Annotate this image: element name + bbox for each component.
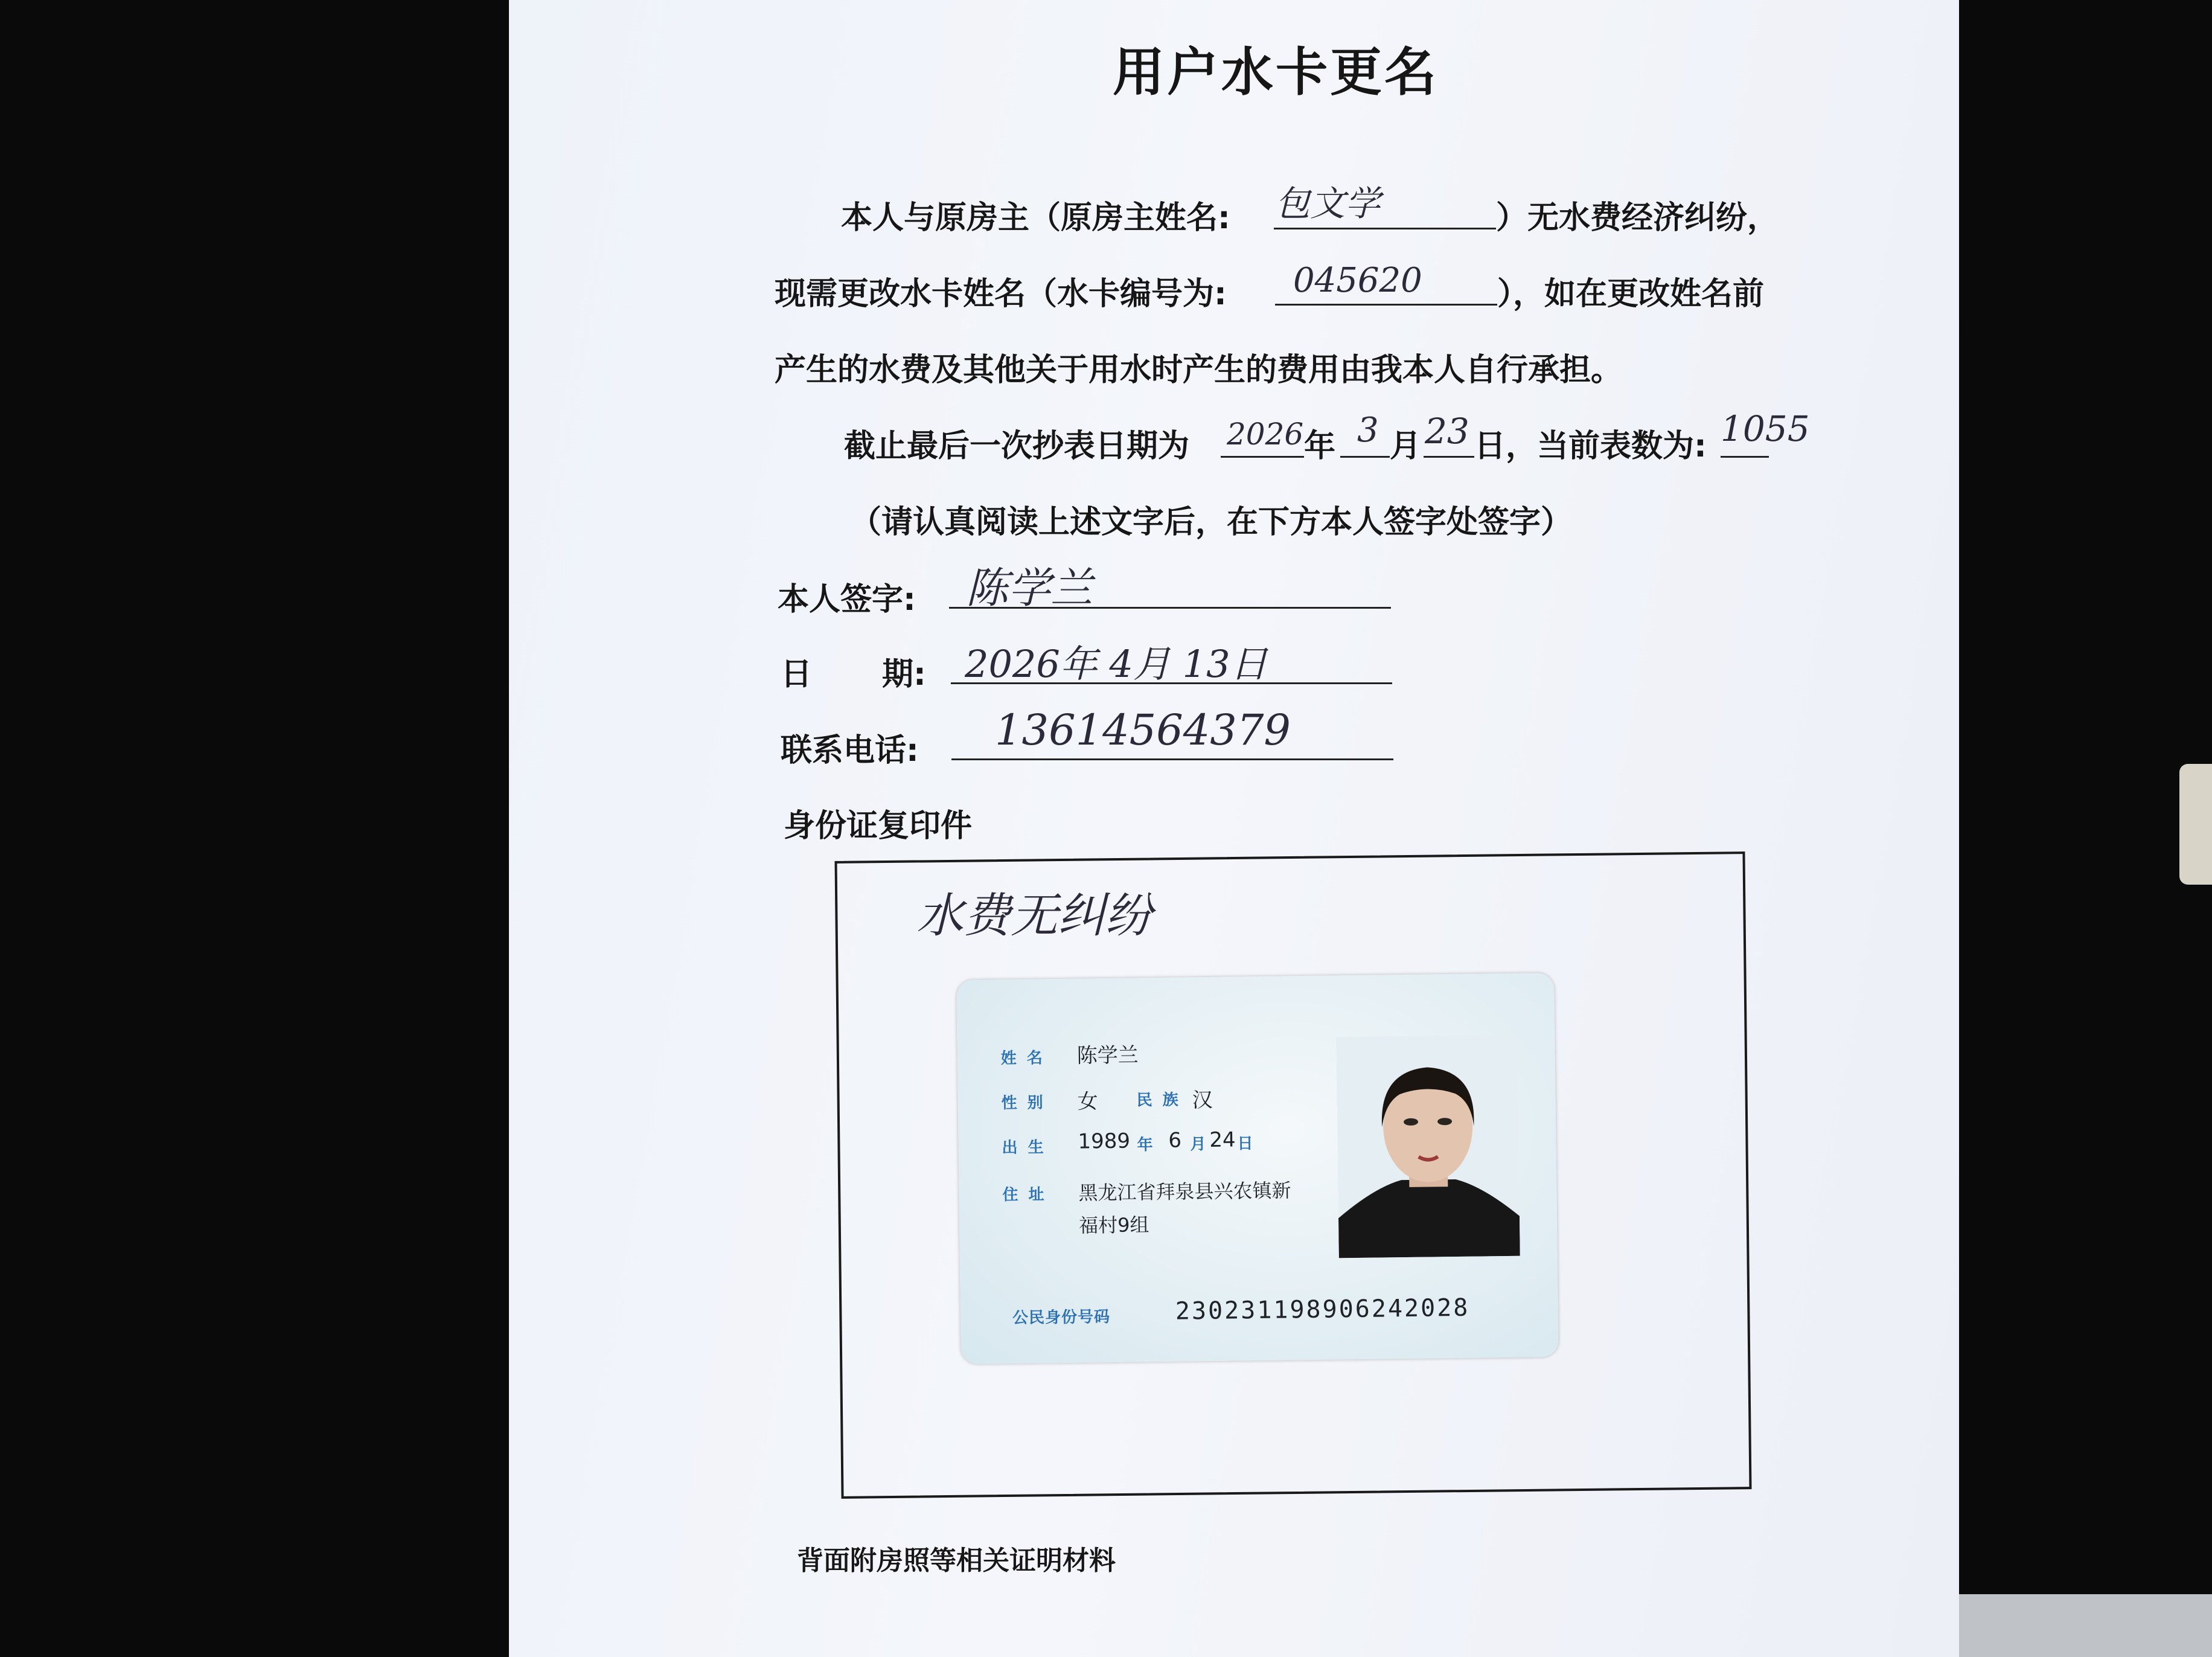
id-gender-label: 性 别 — [1001, 1094, 1046, 1113]
id-name-value: 陈学兰 — [1076, 1043, 1139, 1068]
back-note: 背面附房照等相关证明材料 — [797, 1545, 1116, 1576]
paragraph-2-prefix: 现需更改水卡姓名（水卡编号为: — [775, 276, 1227, 312]
signing-instruction: （请认真阅读上述文字后，在下方本人签字处签字） — [850, 504, 1573, 540]
phone-label: 联系电话: — [781, 732, 919, 769]
id-birth-year: 1989 — [1078, 1129, 1131, 1154]
paragraph-3: 产生的水费及其他关于用水时产生的费用由我本人自行承担。 — [775, 352, 1623, 388]
id-birth-month-unit: 月 — [1190, 1135, 1206, 1154]
day-unit-and-meter-label: 日，当前表数为: — [1474, 428, 1707, 464]
reading-month-handwriting: 3 — [1357, 411, 1379, 450]
year-unit: 年 — [1304, 428, 1336, 464]
reading-day-handwriting: 23 — [1425, 411, 1469, 452]
id-name-label: 姓 名 — [1000, 1049, 1045, 1068]
id-card — [956, 973, 1559, 1364]
id-address-line2: 福村9组 — [1078, 1213, 1149, 1237]
reading-day-line — [1424, 456, 1474, 458]
paragraph-2-suffix: ），如在更改姓名前 — [1497, 276, 1765, 312]
signature-handwriting: 陈学兰 — [966, 563, 1093, 613]
card-number-handwriting: 045620 — [1293, 261, 1422, 300]
id-birth-year-unit: 年 — [1137, 1136, 1153, 1155]
id-ethnicity-value: 汉 — [1192, 1088, 1213, 1113]
owner-name-line — [1274, 228, 1496, 229]
date-label-second-part: 期: — [882, 656, 926, 693]
id-copy-label: 身份证复印件 — [784, 808, 973, 844]
id-address-label: 住 址 — [1002, 1185, 1047, 1205]
signature-label: 本人签字: — [778, 582, 916, 618]
month-unit: 月 — [1390, 428, 1422, 464]
id-address-line1: 黑龙江省拜泉县兴农镇新 — [1078, 1179, 1291, 1205]
paper-scrap — [2179, 764, 2212, 885]
id-birth-month: 6 — [1168, 1128, 1182, 1153]
paragraph-4-prefix: 截止最后一次抄表日期为 — [844, 428, 1190, 464]
card-number-line — [1275, 304, 1497, 306]
phone-handwriting: 13614564379 — [995, 705, 1291, 755]
id-birth-day: 24 — [1209, 1127, 1236, 1152]
id-number-label: 公民身份号码 — [1012, 1308, 1111, 1327]
id-photo — [1336, 1035, 1520, 1258]
phone-line — [951, 758, 1393, 760]
date-handwriting: 2026年 4月 13日 — [965, 642, 1268, 686]
meter-value-line — [1721, 456, 1769, 458]
paragraph-1-suffix: ）无水费经济纠纷， — [1496, 200, 1779, 236]
form-title: 用户水卡更名 — [1113, 42, 1439, 103]
id-birth-day-unit: 日 — [1237, 1135, 1253, 1153]
owner-name-handwriting: 包文学 — [1275, 183, 1381, 224]
reading-year-line — [1221, 456, 1304, 458]
id-ethnicity-label: 民 族 — [1136, 1091, 1181, 1110]
floor-background — [1956, 1594, 2212, 1657]
id-gender-value: 女 — [1077, 1089, 1098, 1114]
reading-year-handwriting: 2026 — [1227, 417, 1304, 452]
id-number-value: 230231198906242028 — [1175, 1293, 1470, 1325]
id-birth-label: 出 生 — [1002, 1138, 1046, 1158]
meter-value-handwriting: 1055 — [1721, 408, 1810, 449]
date-label-first-char: 日 — [781, 656, 813, 693]
box-note-handwriting: 水费无纠纷 — [916, 889, 1152, 943]
paragraph-1-prefix: 本人与原房主（原房主姓名: — [841, 200, 1230, 236]
reading-month-line — [1340, 456, 1390, 458]
